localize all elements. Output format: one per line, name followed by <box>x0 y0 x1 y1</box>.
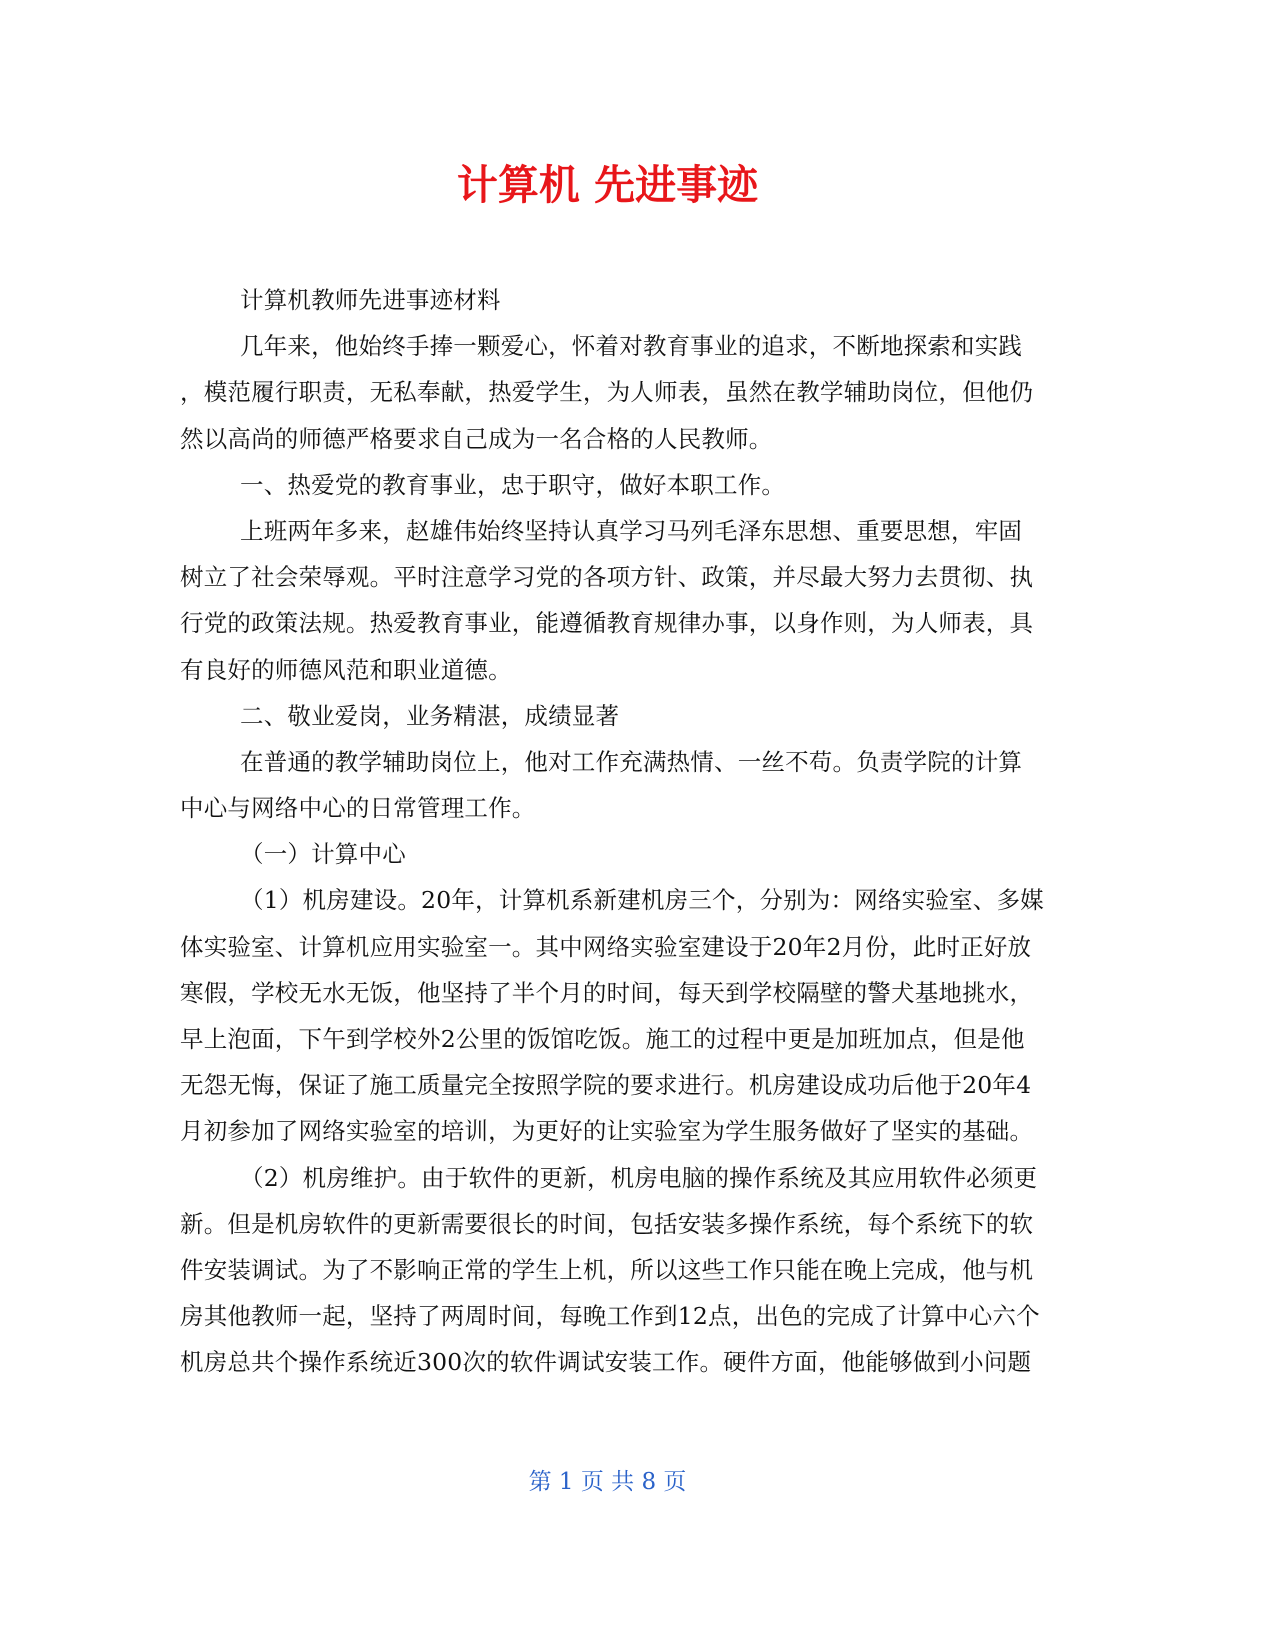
paragraph-line: 有良好的师德风范和职业道德。 <box>180 655 512 684</box>
paragraph <box>180 323 1050 462</box>
paragraph-line: 然以高尚的师德严格要求自己成为一名合格的人民教师。 <box>180 424 773 453</box>
paragraph <box>180 831 1050 877</box>
paragraph-line: 一、热爱党的教育事业，忠于职守，做好本职工作。 <box>240 470 786 499</box>
page-number-footer: 第 1 页 共 8 页 <box>528 1469 687 1495</box>
paragraph <box>180 508 1050 693</box>
paragraph-line: 无怨无悔，保证了施工质量完全按照学院的要求进行。机房建设成功后他于20年4 <box>180 1071 1032 1100</box>
paragraph-line: 新。但是机房软件的更新需要很长的时间，包括安装多操作系统，每个系统下的软 <box>180 1209 1034 1238</box>
paragraph-line: 在普通的教学辅助岗位上，他对工作充满热情、一丝不苟。负责学院的计算 <box>240 747 1023 776</box>
paragraph-line: （1）机房建设。20年，计算机系新建机房三个，分别为：网络实验室、多媒 <box>240 886 1044 915</box>
paragraph <box>180 693 1050 739</box>
paragraph-line: 早上泡面，下午到学校外2公里的饭馆吃饭。施工的过程中更是加班加点，但是他 <box>180 1025 1025 1053</box>
paragraph-line: 件安装调试。为了不影响正常的学生上机，所以这些工作只能在晚上完成，他与机 <box>180 1255 1034 1284</box>
paragraph-line: （一）计算中心 <box>240 840 406 869</box>
paragraph-line: （2）机房维护。由于软件的更新，机房电脑的操作系统及其应用软件必须更 <box>240 1163 1038 1192</box>
paragraph <box>180 277 1050 323</box>
paragraph <box>180 1155 1050 1386</box>
paragraph <box>180 739 1050 831</box>
paragraph-line: 寒假，学校无水无饭，他坚持了半个月的时间，每天到学校隔壁的警犬基地挑水， <box>180 978 1034 1007</box>
paragraph-line: 房其他教师一起，坚持了两周时间，每晚工作到12点，出色的完成了计算中心六个 <box>180 1302 1040 1331</box>
paragraph-line: 上班两年多来，赵雄伟始终坚持认真学习马列毛泽东思想、重要思想，牢固 <box>240 516 1023 545</box>
paragraph-line: 计算机教师先进事迹材料 <box>240 286 501 314</box>
paragraph-line: ，模范履行职责，无私奉献，热爱学生，为人师表，虽然在教学辅助岗位，但他仍 <box>180 378 1034 407</box>
paragraph-line: 月初参加了网络实验室的培训，为更好的让实验室为学生服务做好了坚实的基础。 <box>180 1117 1034 1146</box>
paragraph-line: 二、敬业爱岗，业务精湛，成绩显著 <box>240 701 620 730</box>
paragraph-line: 中心与网络中心的日常管理工作。 <box>180 794 536 823</box>
paragraph-line: 行党的政策法规。热爱教育事业，能遵循教育规律办事，以身作则，为人师表，具 <box>180 609 1034 638</box>
paragraph-line: 体实验室、计算机应用实验室一。其中网络实验室建设于20年2月份，此时正好放 <box>180 932 1032 961</box>
paragraph-line: 树立了社会荣辱观。平时注意学习党的各项方针、政策，并尽最大努力去贯彻、执 <box>180 563 1034 592</box>
paragraph-line: 几年来，他始终手捧一颗爱心，怀着对教育事业的追求，不断地探索和实践 <box>240 332 1023 361</box>
paragraph-line: 机房总共个操作系统近300次的软件调试安装工作。硬件方面，他能够做到小问题 <box>180 1348 1032 1377</box>
paragraph <box>180 877 1050 1154</box>
document-body <box>180 277 1050 1386</box>
paragraph <box>180 462 1050 508</box>
document-title: 计算机 先进事迹 <box>456 161 759 209</box>
